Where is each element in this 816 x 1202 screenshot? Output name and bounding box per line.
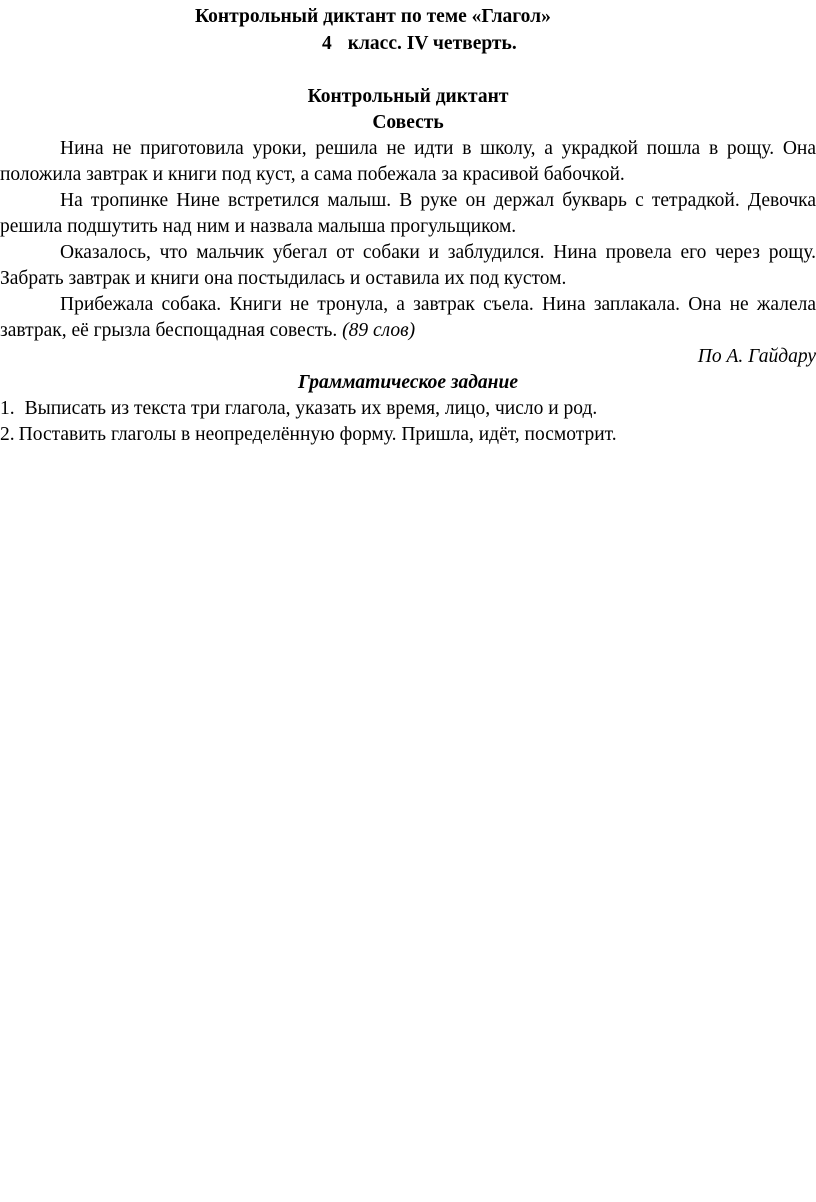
paragraph-1: Нина не приготовила уроки, решила не идти в школу, а украдкой пошла в рощу. Она положила завтрак и книги под куст, а сама побежала за красивой бабочкой.: [0, 138, 816, 185]
document-title: Контрольный диктант по теме «Глагол»: [195, 6, 551, 27]
dictation-label: Контрольный диктант: [307, 86, 509, 107]
grammar-task-list: [0, 396, 816, 448]
list-item: [0, 396, 816, 422]
task-text: Выписать из текста три глагола, указать их время, лицо, число и род.: [24, 398, 598, 419]
paragraph-4-text: Прибежала собака. Книги не тронула, а завтрак съела. Нина заплакала. Она не жалела завтрак, её грызла беспощадная совесть.: [0, 294, 816, 341]
grade-text: класс. IV четверть.: [347, 33, 517, 54]
story-body: [0, 136, 816, 448]
story-title: Совесть: [372, 112, 444, 133]
grade-number: 4: [322, 33, 332, 54]
grade-line: [322, 31, 517, 57]
task-number: 2.: [0, 424, 15, 445]
word-count: (89 слов): [342, 320, 416, 341]
task-text: Поставить глаголы в неопределённую форму. Пришла, идёт, посмотрит.: [18, 424, 617, 445]
list-item: [0, 422, 816, 448]
paragraph-2: На тропинке Нине встретился малыш. В руке он держал букварь с тетрадкой. Девочка решила подшутить над ним и назвала малыша прогульщиком.: [0, 190, 816, 237]
paragraph-4: [0, 292, 816, 344]
author-attribution: По А. Гайдару: [697, 346, 816, 367]
grammar-task-heading: Грамматическое задание: [297, 372, 519, 393]
task-number: 1.: [0, 398, 15, 419]
paragraph-3: Оказалось, что мальчик убегал от собаки и заблудился. Нина провела его через рощу. Забрать завтрак и книги она постыдилась и оставила их под кустом.: [0, 242, 816, 289]
